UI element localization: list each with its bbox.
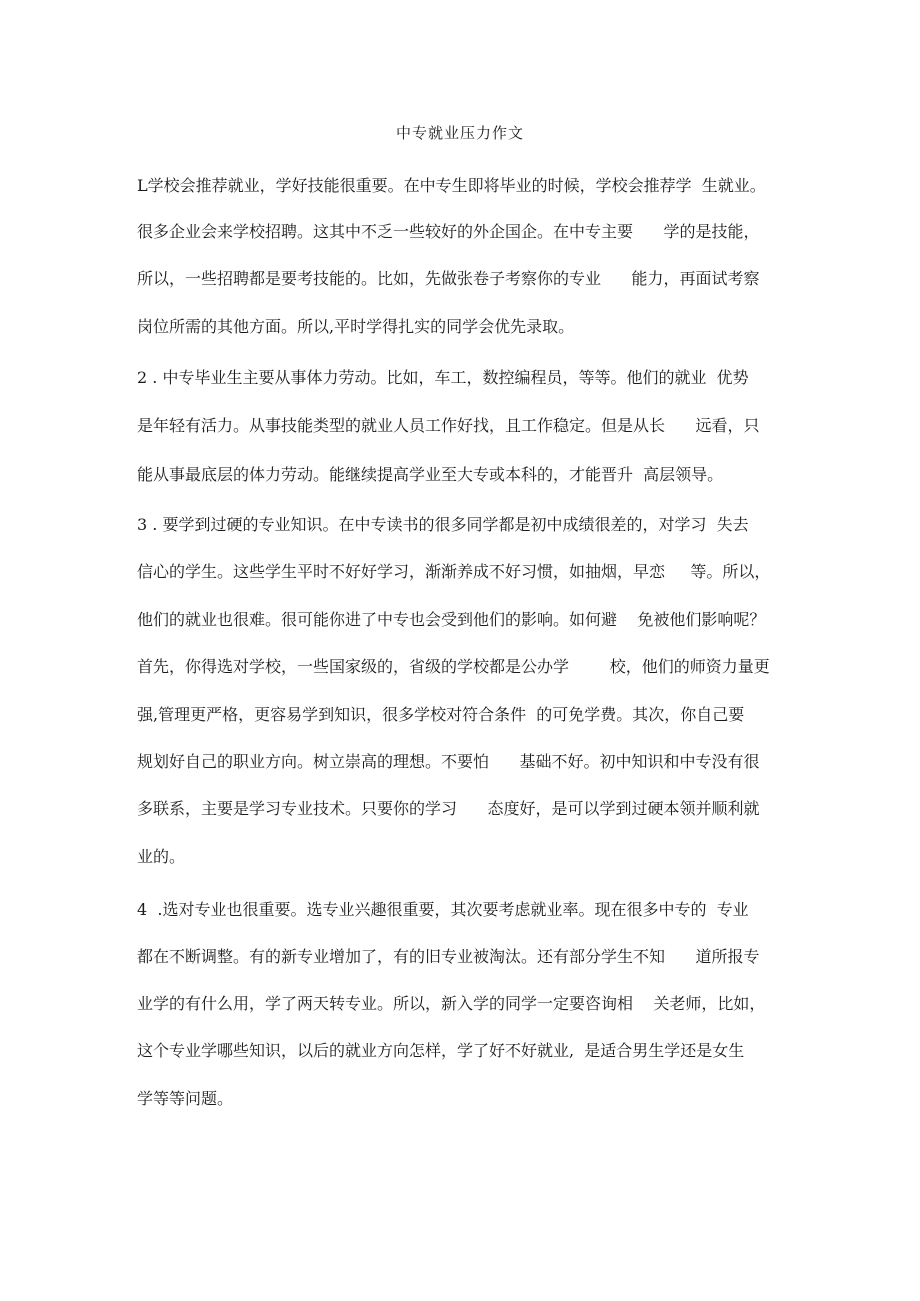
text-line: 很多企业会来学校招聘。这其中不乏一些较好的外企国企。在中专主要 学的是技能，	[137, 222, 760, 241]
text-line: 学等等问题。	[137, 1089, 234, 1108]
text-line: 岗位所需的其他方面。所以,平时学得扎实的同学会优先录取。	[137, 317, 575, 336]
text-line: L学校会推荐就业，学好技能很重要。在中专生即将毕业的时候，学校会推荐学 生就业。	[137, 176, 766, 195]
text-line: 所以，一些招聘都是要考技能的。比如，先做张卷子考察你的专业 能力，再面试考察	[137, 269, 760, 288]
page-title: 中专就业压力作文	[395, 124, 524, 142]
text-line: 能从事最底层的体力劳动。能继续提高学业至大专或本科的，才能晋升 高层领导。	[137, 465, 724, 484]
text-line: 首先，你得选对学校，一些国家级的，省级的学校都是公办学 校，他们的师资力量更	[137, 657, 770, 676]
text-line: 2 . 中专毕业生主要从事体力劳动。比如，车工，数控编程员，等等。他们的就业 优势	[137, 368, 749, 387]
text-line: 规划好自己的职业方向。树立崇高的理想。不要怕 基础不好。初中知识和中专没有很	[137, 752, 760, 771]
text-line: 3 . 要学到过硬的专业知识。在中专读书的很多同学都是初中成绩很差的，对学习 失去	[137, 515, 749, 534]
text-line: 多联系，主要是学习专业技术。只要你的学习 态度好，是可以学到过硬本领并顺利就	[137, 799, 760, 818]
text-line: 都在不断调整。有的新专业增加了，有的旧专业被淘汰。还有部分学生不知 道所报专	[137, 947, 760, 966]
text-line: 信心的学生。这些学生平时不好好学习，渐渐养成不好习惯，如抽烟，早恋 等。所以，	[137, 562, 771, 581]
text-line: 强,管理更严格，更容易学到知识，很多学校对符合条件 的可免学费。其次，你自己要	[137, 705, 745, 724]
text-line: 是年轻有活力。从事技能类型的就业人员工作好找，且工作稳定。但是从长 远看，只	[137, 416, 760, 435]
text-line: 业的。	[137, 847, 186, 866]
text-line: 这个专业学哪些知识，以后的就业方向怎样，学了好不好就业, 是适合男生学还是女生	[137, 1041, 745, 1060]
text-line: 4 .选对专业也很重要。选专业兴趣很重要，其次要考虑就业率。现在很多中专的 专业	[137, 900, 749, 919]
text-line: 他们的就业也很难。很可能你进了中专也会受到他们的影响。如何避 免被他们影响呢？	[137, 610, 766, 629]
text-line: 业学的有什么用，学了两天转专业。所以，新入学的同学一定要咨询相 关老师，比如，	[137, 994, 766, 1013]
